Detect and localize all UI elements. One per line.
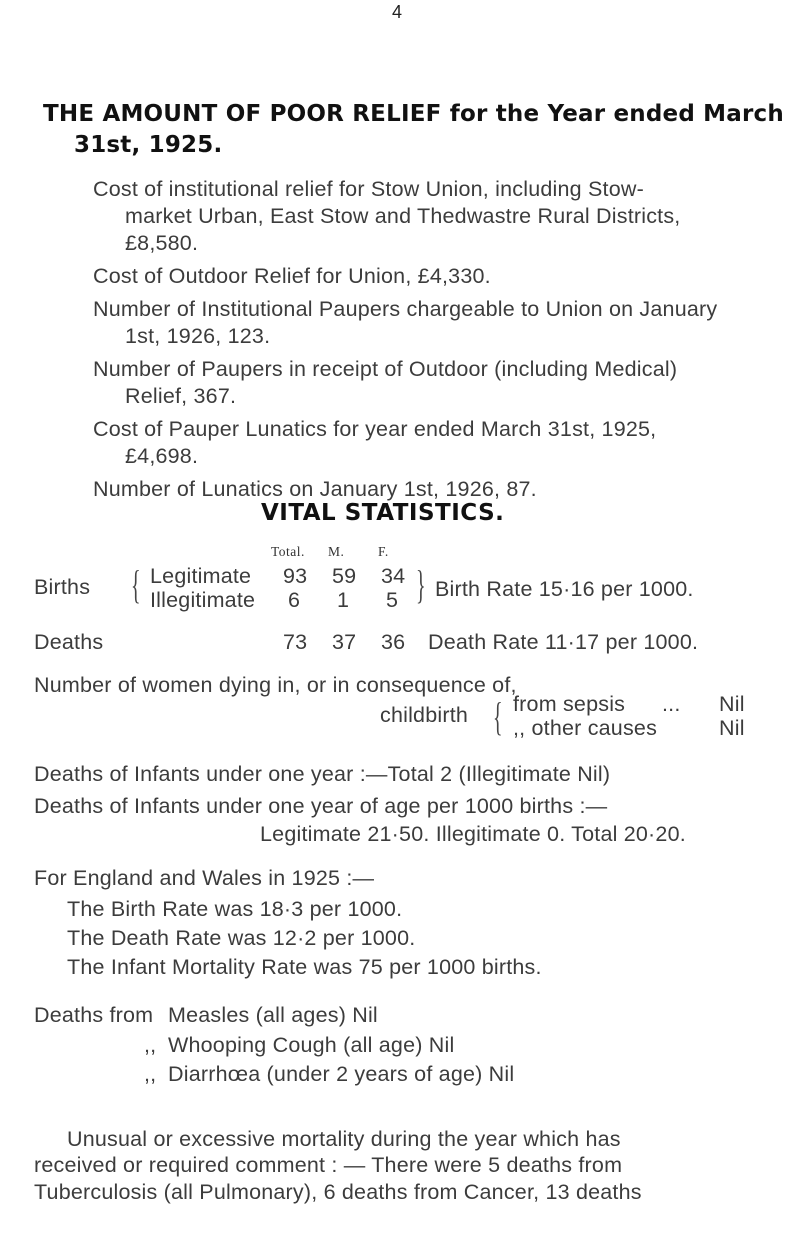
births-illegitimate-male: 1	[337, 588, 350, 612]
women-dying-line: Number of women dying in, or in consequence of,	[34, 673, 517, 697]
england-infant-mortality: The Infant Mortality Rate was 75 per 1000 births.	[67, 955, 542, 979]
disease-measles: Measles (all ages) Nil	[168, 1003, 378, 1027]
column-header-male: M.	[328, 544, 345, 559]
column-header-female: F.	[378, 544, 389, 559]
deaths-male: 37	[332, 630, 357, 654]
disease-whooping-cough: Whooping Cough (all age) Nil	[168, 1033, 455, 1057]
unusual-mortality-line: Tuberculosis (all Pulmonary), 6 deaths from Cancer, 13 deaths	[34, 1180, 642, 1204]
births-legitimate-male: 59	[332, 564, 357, 588]
childbirth-label: childbirth	[380, 703, 469, 727]
unusual-mortality-line: received or required comment : — There were 5 deaths from	[34, 1153, 623, 1177]
infant-rate-values: Legitimate 21·50. Illegitimate 0. Total 20·20.	[260, 822, 686, 846]
england-death-rate: The Death Rate was 12·2 per 1000.	[67, 926, 416, 950]
disease-diarrhoea: Diarrhœa (under 2 years of age) Nil	[168, 1062, 515, 1086]
column-header-total: Total.	[271, 544, 305, 559]
england-wales-line: For England and Wales in 1925 :—	[34, 866, 375, 890]
relief-line: Number of Lunatics on January 1st, 1926, 87.	[93, 477, 537, 501]
relief-line: Relief, 367.	[125, 384, 237, 408]
disease-prefix: ,,	[144, 1033, 157, 1057]
relief-line: Number of Paupers in receipt of Outdoor (including Medical)	[93, 357, 678, 381]
right-brace: }	[416, 562, 426, 607]
disease-prefix: Deaths from	[34, 1003, 154, 1027]
childbirth-cause: ,, other causes	[513, 716, 658, 740]
relief-line: Cost of Pauper Lunatics for year ended March 31st, 1925,	[93, 417, 657, 441]
relief-line: £8,580.	[125, 231, 199, 255]
page-number: 4	[392, 2, 403, 22]
childbirth-dots: ...	[662, 692, 681, 716]
relief-line: Cost of institutional relief for Stow Union, including Stow-	[93, 177, 644, 201]
births-legitimate-total: 93	[283, 564, 308, 588]
births-legitimate-label: Legitimate	[150, 564, 252, 588]
disease-prefix: ,,	[144, 1062, 157, 1086]
relief-line: Cost of Outdoor Relief for Union, £4,330.	[93, 264, 491, 288]
childbirth-value: Nil	[719, 692, 745, 716]
page-title-continued: 31st, 1925.	[74, 132, 223, 158]
infant-rate-line: Deaths of Infants under one year of age per 1000 births :—	[34, 794, 608, 818]
left-brace: {	[131, 562, 141, 607]
childbirth-value: Nil	[719, 716, 745, 740]
relief-line: 1st, 1926, 123.	[125, 324, 271, 348]
england-birth-rate: The Birth Rate was 18·3 per 1000.	[67, 897, 403, 921]
birth-rate: Birth Rate 15·16 per 1000.	[435, 577, 694, 601]
relief-line: Number of Institutional Paupers chargeable to Union on January	[93, 297, 718, 321]
deaths-label: Deaths	[34, 630, 104, 654]
births-legitimate-female: 34	[381, 564, 406, 588]
births-illegitimate-female: 5	[386, 588, 399, 612]
childbirth-cause: from sepsis	[513, 692, 626, 716]
childbirth-brace: {	[493, 694, 503, 739]
births-illegitimate-total: 6	[288, 588, 301, 612]
page-title: THE AMOUNT OF POOR RELIEF for the Year ended March	[43, 101, 784, 127]
relief-line: £4,698.	[125, 444, 199, 468]
infant-deaths-line: Deaths of Infants under one year :—Total 2 (Illegitimate Nil)	[34, 762, 611, 786]
vital-statistics-heading: VITAL STATISTICS.	[261, 500, 505, 526]
unusual-mortality-line: Unusual or excessive mortality during the year which has	[67, 1127, 621, 1151]
births-label: Births	[34, 575, 91, 599]
death-rate: Death Rate 11·17 per 1000.	[428, 630, 699, 654]
deaths-female: 36	[381, 630, 406, 654]
relief-line: market Urban, East Stow and Thedwastre Rural Districts,	[125, 204, 681, 228]
births-illegitimate-label: Illegitimate	[150, 588, 256, 612]
deaths-total: 73	[283, 630, 308, 654]
